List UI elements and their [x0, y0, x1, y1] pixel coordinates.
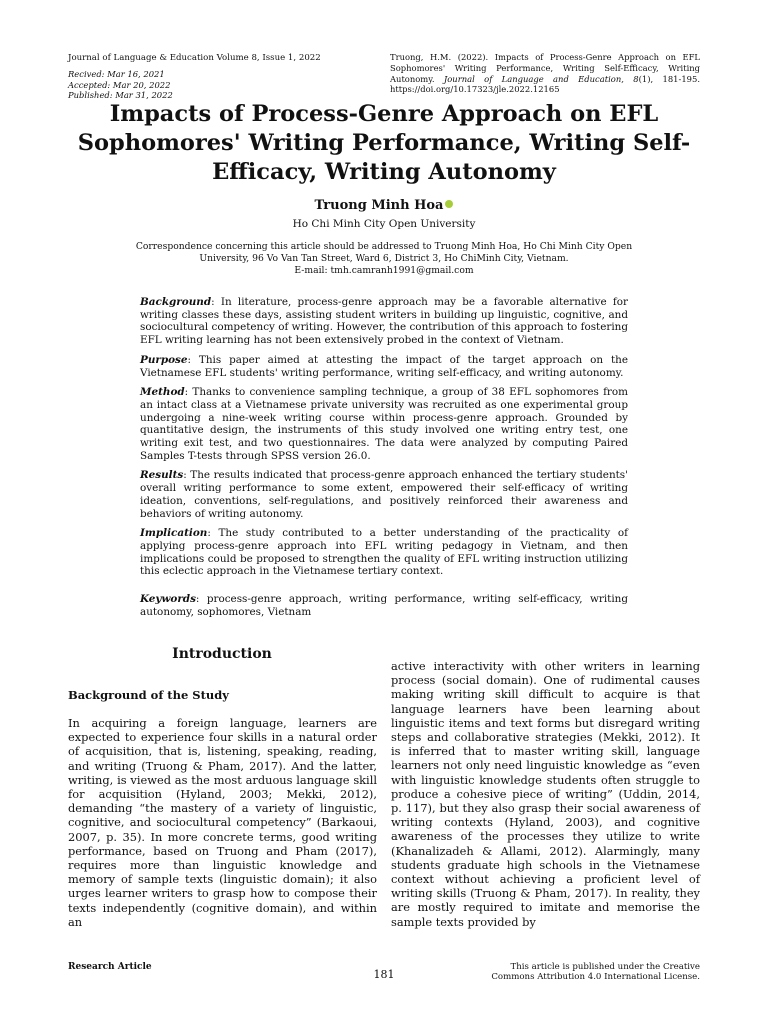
received-date: Recived: Mar 16, 2021 — [68, 69, 165, 79]
correspondence-email[interactable]: E-mail: tmh.camranh1991@gmail.com — [294, 265, 474, 276]
method-label: Method — [140, 386, 185, 399]
citation-text: Truong, H.M. (2022). Impacts of Process-Genre Approach on EFL Sophomores' Writing Performance, Writing Self-Efficacy, Writing Autonomy. — [390, 52, 700, 84]
correspondence — [135, 241, 633, 277]
article-type: Research Article — [68, 962, 152, 972]
purpose-label: Purpose — [140, 353, 188, 366]
accepted-date: Accepted: Mar 20, 2022 — [68, 79, 171, 90]
section-heading: Introduction — [172, 646, 272, 662]
abstract-implication — [140, 527, 628, 578]
author-name: Truong Minh Hoa — [314, 198, 444, 213]
correspondence-address: Correspondence concerning this article should be addressed to Truong Minh Hoa, Ho Chi Minh City Open University, 96 Vo Van Tan Street, Ward 6, District 3, Ho ChiMinh City, Vietnam. — [135, 241, 633, 264]
results-label: Results — [140, 469, 184, 482]
method-text: : Thanks to convenience sampling technique, a group of 38 EFL sophomores from an intact class at a Vietnamese private university was recruited as one experimental group undergoing a nine-week writing course within process-genre approach. Grounded by quantitative design, the instruments of this study involved one writing entry test, one writing exit test, and two questionnaires. The data were analyzed by computing Paired Samples T-tests through SPSS version 26.0. — [140, 386, 628, 462]
abstract-purpose — [140, 354, 628, 379]
journal-header — [68, 53, 388, 101]
author-block — [230, 198, 538, 213]
subsection-heading: Background of the Study — [68, 688, 229, 702]
journal-name: Journal of Language & Education Volume 8, Issue 1, 2022 — [68, 53, 321, 63]
background-label: Background — [140, 296, 212, 308]
citation-volume: 8 — [633, 73, 639, 84]
body-column-right: active interactivity with other writers in learning process (social domain). One of rudimental causes making writing skill difficult to acquire is that language learners have been learning about linguistic items and text forms but disregard writing steps and collaborative strategies (Mekki, 2012). It is inferred that to master writing skill, language learners not only need linguistic knowledge as “even with linguistic knowledge students often struggle to produce a cohesive piece of writing” (Uddin, 2014, p. 117), but they also grasp their social awareness of writing contexts (Hyland, 2003), and cognitive awareness of the processes they utilize to write (Khanalizadeh & Allami, 2012). Alarmingly, many students graduate high schools in the Vietnamese context without achieving a proficient level of writing skills (Truong & Pham, 2017). In reality, they are mostly required to imitate and memorise the sample texts provided by — [391, 659, 700, 929]
license-notice: This article is published under the Creative Commons Attribution 4.0 International License. — [491, 962, 700, 982]
abstract — [140, 296, 628, 625]
keywords-text: : process-genre approach, writing performance, writing self-efficacy, writing autonomy, sophomores, Vietnam — [140, 593, 628, 618]
implication-label: Implication — [140, 527, 208, 540]
results-text: : The results indicated that process-genre approach enhanced the tertiary students' overall writing performance to some extent, empowered their self-efficacy of writing ideation, conventions, self-regulations, and positively reinforced their awareness and behaviors of writing autonomy. — [140, 469, 628, 520]
citation-journal: Journal of Language and Education, — [443, 73, 624, 84]
abstract-keywords — [140, 593, 628, 618]
background-text: : In literature, process-genre approach may be a favorable alternative for writing classes these days, assisting student writers in building up linguistic, cognitive, and sociocultural competency of writing. However, the contribution of this approach to fostering EFL writing learning has not been extensively probed in the context of Vietnam. — [140, 296, 628, 347]
author-affiliation: Ho Chi Minh City Open University — [292, 218, 476, 230]
abstract-method — [140, 386, 628, 462]
article-title: Impacts of Process-Genre Approach on EFL Sophomores' Writing Performance, Writing Self-Efficacy, Writing Autonomy — [77, 101, 691, 185]
abstract-results — [140, 469, 628, 520]
orcid-icon[interactable] — [445, 200, 453, 208]
published-date: Published: Mar 31, 2022 — [68, 90, 173, 100]
page-number: 181 — [373, 968, 395, 981]
citation-doi[interactable]: (1), 181-195. https://doi.org/10.17323/jle.2022.12165 — [390, 73, 700, 95]
citation — [390, 52, 700, 95]
implication-text: : The study contributed to a better understanding of the practicality of applying process-genre approach into EFL writing pedagogy in Vietnam, and then implications could be proposed to strengthen the quality of EFL writing instruction utilizing this eclectic approach in the Vietnamese tertiary context. — [140, 527, 628, 578]
keywords-label: Keywords — [140, 593, 196, 606]
article-dates — [68, 69, 388, 101]
body-column-left: In acquiring a foreign language, learners are expected to experience four skills in a natural order of acquisition, that is, listening, speaking, reading, and writing (Truong & Pham, 2017). And the latter, writing, is viewed as the most arduous language skill for acquisition (Hyland, 2003; Mekki, 2012), demanding “the mastery of a variety of linguistic, cognitive, and sociocultural competency” (Barkaoui, 2007, p. 35). In more concrete terms, good writing performance, based on Truong and Pham (2017), requires more than linguistic knowledge and memory of sample texts (linguistic domain); it also urges learner writers to grasp how to compose their texts independently (cognitive domain), and within an — [68, 716, 377, 929]
purpose-text: : This paper aimed at attesting the impact of the target approach on the Vietnamese EFL students' writing performance, writing self-efficacy, and writing autonomy. — [140, 353, 628, 379]
abstract-background — [140, 296, 628, 347]
